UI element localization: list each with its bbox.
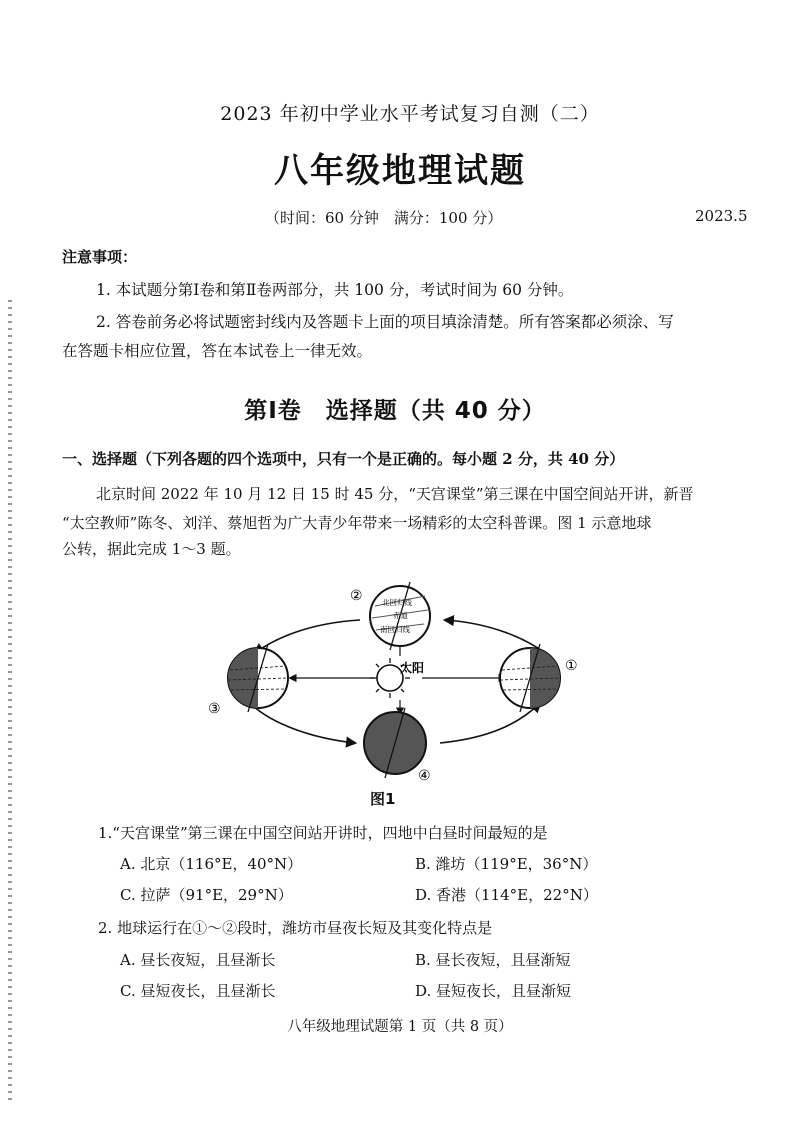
marker-4: ④ — [418, 768, 431, 784]
marker-2: ② — [350, 588, 363, 604]
exam-subtitle: 2023 年初中学业水平考试复习自测（二） — [220, 103, 600, 125]
intro-paragraph-line-3: 公转，据此完成 1～3 题。 — [62, 540, 241, 558]
intro-paragraph-line-1: 北京时间 2022 年 10 月 12 日 15 时 45 分，“天宫课堂”第三课在中国空间站开讲，新晋 — [96, 485, 694, 503]
globe-3 — [228, 644, 288, 712]
globe-2-label-tropic-n: 北回归线 — [382, 598, 412, 607]
notice-item-2: 2. 答卷前务必将试题密封线内及答题卡上面的项目填涂清楚。所有答案都必须涂、写 — [96, 313, 674, 331]
question-1-stem: 1.“天宫课堂”第三课在中国空间站开讲时，四地中白昼时间最短的是 — [98, 824, 548, 842]
question-1-option-d: D. 香港（114°E，22°N） — [415, 886, 598, 904]
sun-label: 太阳 — [400, 661, 425, 675]
question-2-option-d: D. 昼短夜长，且昼渐短 — [415, 982, 572, 1000]
globe-2-label-tropic-s: 南回归线 — [380, 625, 410, 634]
notice-item-1: 1. 本试题分第Ⅰ卷和第Ⅱ卷两部分，共 100 分，考试时间为 60 分钟。 — [96, 281, 574, 299]
notice-item-2-continued: 在答题卡相应位置，答在本试卷上一律无效。 — [62, 342, 373, 360]
question-1-option-c: C. 拉萨（91°E，29°N） — [120, 886, 293, 904]
notice-heading: 注意事项： — [62, 248, 138, 266]
binding-margin-dots — [8, 300, 12, 1100]
marker-1: ① — [565, 658, 578, 674]
intro-paragraph-line-2: “太空教师”陈冬、刘洋、蔡旭哲为广大青少年带来一场精彩的太空科普课。图 1 示意地球 — [62, 514, 652, 532]
marker-3: ③ — [208, 701, 221, 717]
question-section-heading: 一、选择题（下列各题的四个选项中，只有一个是正确的。每小题 2 分，共 40 分） — [62, 450, 625, 468]
question-2-option-a: A. 昼长夜短，且昼渐长 — [120, 951, 276, 969]
question-1-option-a: A. 北京（116°E，40°N） — [120, 855, 303, 873]
globe-2-label-equator: 赤道 — [393, 611, 408, 620]
section-title: 第Ⅰ卷 选择题（共 40 分） — [244, 398, 546, 424]
globe-2 — [370, 582, 430, 650]
page-footer: 八年级地理试题第 1 页（共 8 页） — [287, 1019, 513, 1035]
question-2-option-b: B. 昼长夜短，且昼渐短 — [415, 951, 571, 969]
figure-caption: 图1 — [370, 790, 396, 808]
exam-date: 2023.5 — [695, 207, 748, 225]
earth-revolution-diagram — [200, 578, 600, 818]
globe-4 — [364, 708, 426, 778]
globe-1 — [500, 644, 560, 712]
page-title: 八年级地理试题 — [274, 151, 526, 191]
question-2-option-c: C. 昼短夜长，且昼渐长 — [120, 982, 276, 1000]
question-1-option-b: B. 潍坊（119°E，36°N） — [415, 855, 598, 873]
question-2-stem: 2. 地球运行在①～②段时，潍坊市昼夜长短及其变化特点是 — [98, 919, 493, 937]
time-and-score-info: （时间：60 分钟 满分：100 分） — [265, 209, 503, 227]
